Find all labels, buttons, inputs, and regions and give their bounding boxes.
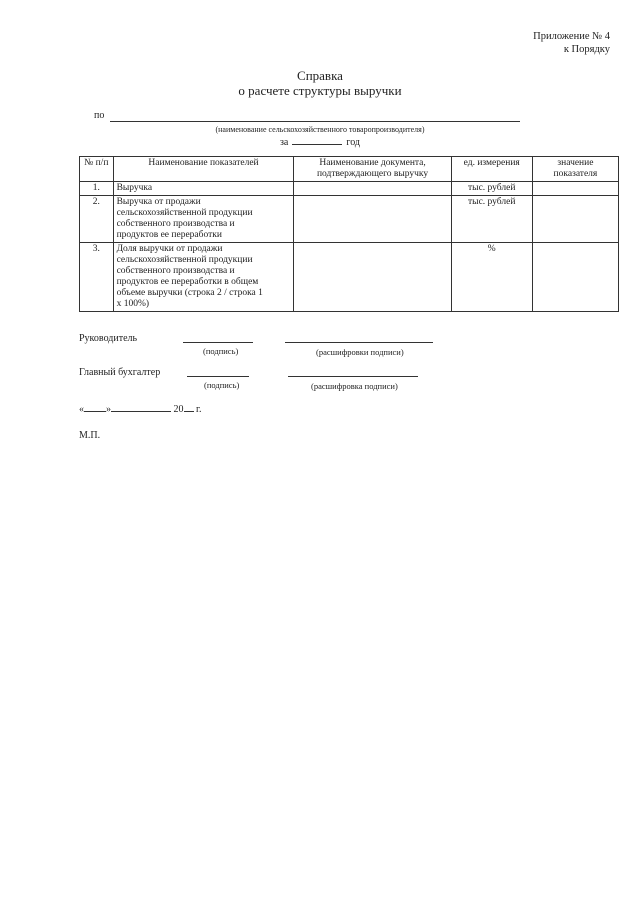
za-label: за	[279, 137, 289, 148]
head-name-line	[285, 342, 433, 343]
row-value	[532, 243, 618, 312]
row-value	[532, 182, 618, 196]
producer-name-line	[110, 121, 520, 122]
row-number: 3.	[80, 243, 114, 312]
date-row	[79, 403, 201, 415]
col-header-value: значение показателя	[532, 157, 618, 182]
head-name-caption: (расшифровки подписи)	[316, 347, 404, 357]
date-close-quote: »	[106, 404, 111, 415]
table-row	[80, 243, 619, 312]
date-open-quote: «	[79, 404, 84, 415]
row-number: 1.	[80, 182, 114, 196]
month-blank-line	[111, 403, 171, 412]
table-row	[80, 182, 619, 196]
year-prefix: 20	[173, 404, 184, 415]
day-blank-line	[84, 403, 106, 412]
table-header-row	[80, 157, 619, 182]
accountant-name-line	[288, 376, 418, 377]
row-indicator: Выручка	[113, 182, 294, 196]
row-document	[294, 196, 451, 243]
head-signature-line	[183, 342, 253, 343]
col-header-unit: ед. измерения	[451, 157, 532, 182]
row-unit: тыс. рублей	[451, 182, 532, 196]
head-label: Руководитель	[79, 333, 138, 344]
row-value	[532, 196, 618, 243]
appendix-note	[533, 30, 610, 56]
accountant-name-caption: (расшифровка подписи)	[311, 381, 398, 391]
po-label: по	[94, 110, 105, 121]
row-indicator: Доля выручки от продажи сельскохозяйственной продукции собственного производства и продуктов ее переработки в общем объеме выручки (строка 2 / строка 1 х 100%)	[113, 243, 294, 312]
year-blank-line	[184, 403, 194, 412]
accountant-label: Главный бухгалтер	[79, 367, 161, 378]
row-unit: тыс. рублей	[451, 196, 532, 243]
row-document	[294, 182, 451, 196]
col-header-num: № п/п	[80, 157, 114, 182]
table-row	[80, 196, 619, 243]
producer-name-caption: (наименование сельскохозяйственного товаропроизводителя)	[215, 125, 425, 134]
year-row	[0, 136, 640, 148]
revenue-structure-table	[79, 156, 619, 312]
row-document	[294, 243, 451, 312]
document-subtitle: о расчете структуры выручки	[238, 83, 402, 98]
appendix-line2: к Порядку	[563, 44, 610, 55]
year-suffix: г.	[196, 404, 202, 415]
god-label: год	[346, 137, 361, 148]
stamp-place: М.П.	[79, 430, 101, 441]
head-sign-caption: (подпись)	[203, 346, 239, 356]
col-header-indicator: Наименование показателей	[113, 157, 294, 182]
row-indicator: Выручка от продажи сельскохозяйственной продукции собственного производства и продуктов ее переработки	[113, 196, 294, 243]
row-number: 2.	[80, 196, 114, 243]
year-blank-line	[292, 136, 342, 145]
document-title: Справка	[297, 68, 343, 83]
accountant-signature-line	[187, 376, 249, 377]
row-unit: %	[451, 243, 532, 312]
col-header-document: Наименование документа, подтверждающего выручку	[294, 157, 451, 182]
appendix-line1: Приложение № 4	[533, 31, 610, 42]
accountant-sign-caption: (подпись)	[204, 380, 240, 390]
